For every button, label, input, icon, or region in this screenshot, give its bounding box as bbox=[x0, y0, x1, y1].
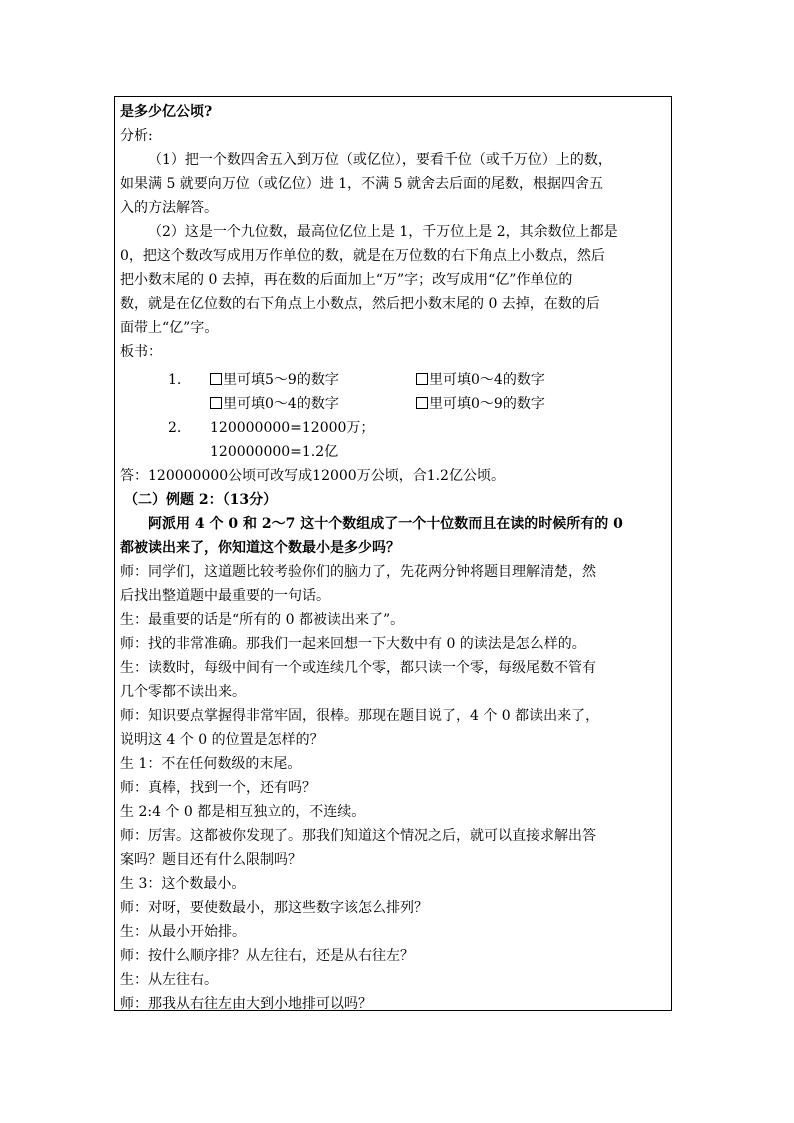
dialogue-line: 师：真棒，找到一个，还有吗？ bbox=[120, 780, 316, 796]
blank-box-icon bbox=[210, 397, 222, 409]
dialogue-line: 生：从最小开始排。 bbox=[120, 924, 246, 940]
analysis-point-2-line-2: 0，把这个数改写成用万作单位的数，就是在万位数的右下角点上小数点，然后 bbox=[120, 248, 605, 264]
analysis-point-1-line-2: 如果满 5 就要向万位（或亿位）进 1，不满 5 就舍去后面的尾数，根据四舍五 bbox=[120, 176, 603, 192]
board-label: 板书： bbox=[120, 344, 162, 360]
analysis-point-1-line-1: （1）把一个数四舍五入到万位（或亿位），要看千位（或千万位）上的数， bbox=[148, 152, 612, 168]
dialogue-line: 师：找的非常准确。那我们一起来回想一下大数中有 0 的读法是怎么样的。 bbox=[120, 636, 586, 652]
dialogue-line: 生 1：不在任何数级的末尾。 bbox=[120, 756, 302, 772]
dialogue-line: 师：厉害。这都被你发现了。那我们知道这个情况之后，就可以直接求解出答 bbox=[120, 828, 596, 844]
dialogue-line: 生 3：这个数最小。 bbox=[120, 876, 246, 892]
dialogue-line: 生 2:4 个 0 都是相互独立的，不连续。 bbox=[120, 804, 366, 820]
analysis-point-2-line-4: 数，就是在亿位数的右下角点上小数点，然后把小数末尾的 0 去掉，在数的后 bbox=[120, 296, 600, 312]
dialogue-line: 师：那我从右往左由大到小地排可以吗？ bbox=[120, 996, 372, 1012]
board-item-1a: 里可填5～9的数字 bbox=[210, 368, 339, 392]
board-item-1c: 里可填0～4的数字 bbox=[210, 392, 339, 416]
board-item-1d: 里可填0～9的数字 bbox=[416, 392, 545, 416]
dialogue-line: 后找出整道题中最重要的一句话。 bbox=[120, 588, 330, 604]
analysis-label: 分析: bbox=[120, 128, 153, 144]
analysis-point-2-line-5: 面带上“亿”字。 bbox=[120, 320, 219, 336]
board-item-1-number: 1. bbox=[168, 372, 182, 388]
dialogue-line: 生：读数时，每级中间有一个或连续几个零，都只读一个零，每级尾数不管有 bbox=[120, 660, 596, 676]
board-item-2-number: 2. bbox=[168, 420, 182, 436]
example-2-question-line-1: 阿派用 4 个 0 和 2～7 这十个数组成了一个十位数而且在读的时候所有的 0 bbox=[148, 516, 623, 532]
analysis-point-2-line-3: 把小数末尾的 0 去掉，再在数的后面加上“万”字；改写成用“亿”作单位的 bbox=[120, 272, 573, 288]
dialogue-line: 生：从左往右。 bbox=[120, 972, 218, 988]
example-2-title: （二）例题 2：（13分） bbox=[124, 492, 278, 508]
analysis-point-1-line-3: 入的方法解答。 bbox=[120, 200, 218, 216]
dialogue-line: 案吗？题目还有什么限制吗？ bbox=[120, 852, 302, 868]
blank-box-icon bbox=[416, 373, 428, 385]
blank-box-icon bbox=[210, 373, 222, 385]
question-continuation: 是多少亿公顷? bbox=[120, 104, 213, 120]
analysis-point-2-line-1: （2）这是一个九位数，最高位亿位上是 1，千万位上是 2，其余数位上都是 bbox=[148, 224, 618, 240]
dialogue-line: 几个零都不读出来。 bbox=[120, 684, 246, 700]
dialogue-line: 师：知识要点掌握得非常牢固，很棒。那现在题目说了，4 个 0 都读出来了， bbox=[120, 708, 600, 724]
dialogue-line: 生：最重要的话是“所有的 0 都被读出来了”。 bbox=[120, 612, 405, 628]
answer-line: 答：120000000公顷可改写成12000万公顷，合1.2亿公顷。 bbox=[120, 468, 505, 484]
dialogue-line: 师：同学们，这道题比较考验你们的脑力了，先花两分钟将题目理解清楚，然 bbox=[120, 564, 596, 580]
board-item-2-line-1: 120000000=12000万； bbox=[210, 420, 375, 436]
blank-box-icon bbox=[416, 397, 428, 409]
dialogue-line: 说明这 4 个 0 的位置是怎样的？ bbox=[120, 732, 324, 748]
example-2-question-line-2: 都被读出来了，你知道这个数最小是多少吗？ bbox=[120, 540, 400, 556]
dialogue-line: 师：按什么顺序排？从左往右，还是从右往左？ bbox=[120, 948, 414, 964]
dialogue-line: 师：对呀，要使数最小，那这些数字该怎么排列？ bbox=[120, 900, 428, 916]
board-item-2-line-2: 120000000=1.2亿 bbox=[210, 444, 339, 460]
board-item-1b: 里可填0～4的数字 bbox=[416, 368, 545, 392]
